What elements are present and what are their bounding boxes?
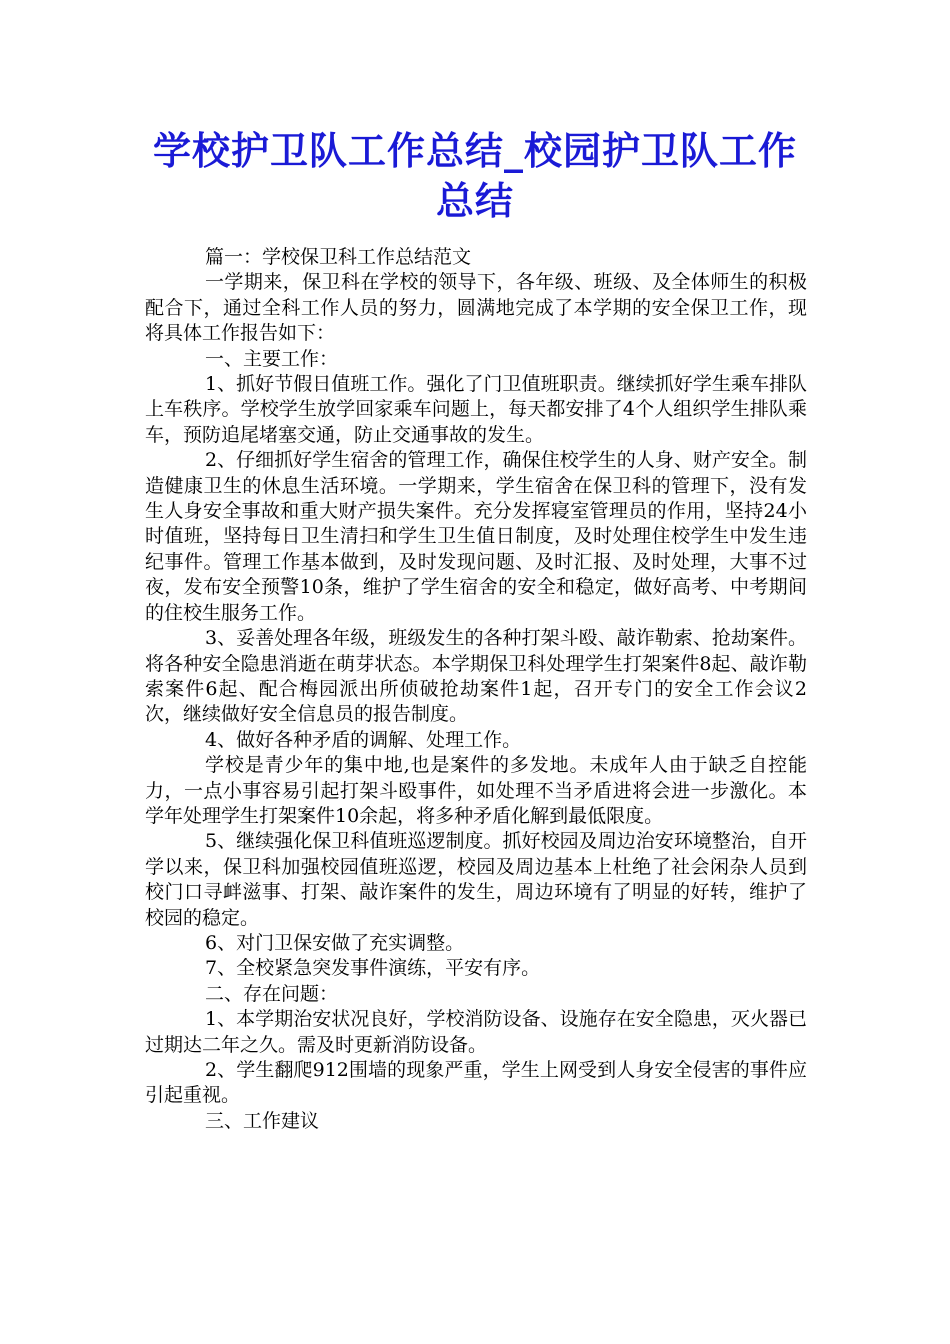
paragraph: 篇一：学校保卫科工作总结范文 (205, 246, 472, 268)
paragraph: 2、仔细抓好学生宿舍的管理工作，确保住校学生的人身、财产安全。制造健康卫生的休息生活环境。一学期来，学生宿舍在保卫科的管理下，没有发生人身安全事故和重大财产损失案件。充分发挥寝室管理员的作用，坚持24小时值班，坚持每日卫生清扫和学生卫生值日制度，及时处理住校学生中发生违纪事件。管理工作基本做到，及时发现问题、及时汇报、及时处理，大事不过夜，发布安全预警10条，维护了学生宿舍的安全和稳定，做好高考、中考期间的住校生服务工作。 (145, 449, 807, 624)
paragraph: 6、对门卫保安做了充实调整。 (205, 931, 465, 954)
document-title: 学校护卫队工作总结_校园护卫队工作总结 (152, 128, 797, 223)
paragraph: 三、工作建议 (205, 1109, 320, 1132)
paragraph: 1、本学期治安状况良好，学校消防设备、设施存在安全隐患，灭火器已过期达二年之久。需及时更新消防设备。 (145, 1008, 807, 1056)
paragraph: 7、全校紧急突发事件演练，平安有序。 (205, 957, 541, 980)
document-body (145, 245, 807, 1134)
paragraph: 学校是青少年的集中地,也是案件的多发地。未成年人由于缺乏自控能力，一点小事容易引起打架斗殴事件，如处理不当矛盾进将会进一步激化。本学年处理学生打架案件10余起，将多种矛盾化解到最低限度。 (145, 754, 807, 827)
paragraph: 4、做好各种矛盾的调解、处理工作。 (205, 728, 522, 751)
paragraph: 5、继续强化保卫科值班巡逻制度。抓好校园及周边治安环境整治，自开学以来，保卫科加强校园值班巡逻，校园及周边基本上杜绝了社会闲杂人员到校门口寻衅滋事、打架、敲诈案件的发生，周边环境有了明显的好转，维护了校园的稳定。 (145, 830, 807, 929)
paragraph: 2、学生翻爬912围墙的现象严重，学生上网受到人身安全侵害的事件应引起重视。 (145, 1059, 807, 1107)
paragraph: 一、主要工作： (205, 347, 339, 370)
paragraph: 二、存在问题： (205, 982, 339, 1005)
paragraph: 一学期来，保卫科在学校的领导下，各年级、班级、及全体师生的积极配合下，通过全科工作人员的努力，圆满地完成了本学期的安全保卫工作，现将具体工作报告如下： (145, 271, 807, 345)
paragraph: 1、抓好节假日值班工作。强化了门卫值班职责。继续抓好学生乘车排队上车秩序。学校学生放学回家乘车问题上，每天都安排了4个人组织学生排队乘车，预防追尾堵塞交通，防止交通事故的发生。 (145, 373, 807, 446)
paragraph: 3、妥善处理各年级，班级发生的各种打架斗殴、敲诈勒索、抢劫案件。将各种安全隐患消逝在萌芽状态。本学期保卫科处理学生打架案件8起、敲诈勒索案件6起、配合梅园派出所侦破抢劫案件1起，召开专门的安全工作会议2次，继续做好安全信息员的报告制度。 (145, 627, 807, 726)
